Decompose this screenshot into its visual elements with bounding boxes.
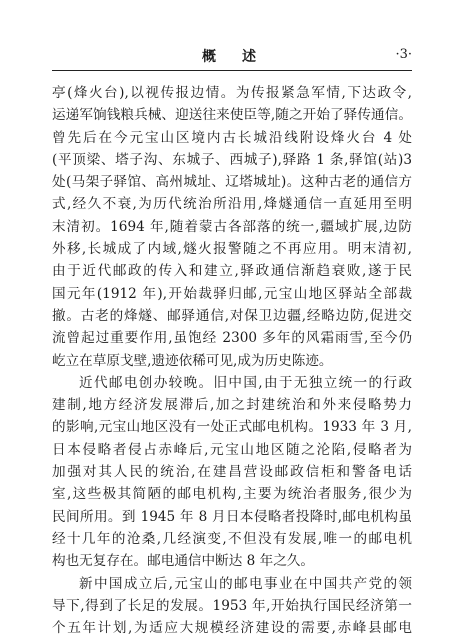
text-line: 屹立在草原戈壁,遗迹依稀可见,成为历史陈迹。 xyxy=(52,352,333,369)
text-line: 撤。古老的烽燧、邮驿通信,对保卫边疆,经略边防,促进交 xyxy=(52,307,412,324)
text-line: 处(马架子驿馆、高州城址、辽塔城址)。这种古老的通信方 xyxy=(52,174,412,191)
running-title: 概 述 xyxy=(202,49,262,65)
text-line: 经十几年的沧桑,几经演变,不但没有发展,唯一的邮电机 xyxy=(52,530,412,547)
header-rule xyxy=(52,70,412,71)
text-line: 亭(烽火台),以视传报边情。为传报紧急军情,下达政令, xyxy=(52,85,412,101)
text-line: (平顶梁、塔子沟、东城子、西城子),驿路 1 条,驿馆(站)3 xyxy=(52,151,412,168)
text-line: 的影响,元宝山地区没有一处正式邮电机构。1933 年 3 月, xyxy=(52,419,412,436)
text-line: 国元年(1912 年),开始裁驿归邮,元宝山地区驿站全部裁 xyxy=(52,285,412,302)
text-line: 流曾起过重要作用,虽饱经 2300 多年的风霜雨雪,至今仍 xyxy=(52,330,412,347)
paragraph xyxy=(52,372,412,573)
text-line: 由于近代邮政的传入和建立,驿政通信渐趋衰败,遂于民 xyxy=(52,263,412,280)
text-line: 新中国成立后,元宝山的邮电事业在中国共产党的领 xyxy=(79,575,412,592)
text-line: 式,经久不衰,为历代统治所沿用,烽燧通信一直延用至明 xyxy=(52,196,412,213)
text-line: 近代邮电创办较晚。旧中国,由于无独立统一的行政 xyxy=(79,374,412,391)
body-text xyxy=(52,82,412,639)
text-line: 运递军饷钱粮兵械、迎送往来使臣等,随之开始了驿传通信。 xyxy=(52,107,412,124)
text-line: 导下,得到了长足的发展。1953 年,开始执行国民经济第一 xyxy=(52,597,412,614)
page-number: ·3· xyxy=(395,47,412,62)
paragraph xyxy=(52,573,412,639)
text-line: 末清初。1694 年,随着蒙古各部落的统一,疆域扩展,边防 xyxy=(52,218,412,235)
paragraph xyxy=(52,82,412,372)
text-line: 建制,地方经济发展滞后,加之封建统治和外来侵略势力 xyxy=(52,397,412,414)
text-line: 室,这些极其简陋的邮电机构,主要为统治者服务,很少为 xyxy=(52,486,412,503)
text-line: 民间所用。到 1945 年 8 月日本侵略者投降时,邮电机构虽 xyxy=(52,508,412,525)
text-line: 曾先后在今元宝山区境内古长城沿线附设烽火台 4 处 xyxy=(52,129,412,146)
page-header xyxy=(52,44,412,66)
text-line: 构也无复存在。邮电通信中断达 8 年之久。 xyxy=(52,553,314,570)
text-line: 日本侵略者侵占赤峰后,元宝山地区随之沦陷,侵略者为 xyxy=(52,441,412,458)
text-line: 个五年计划,为适应大规模经济建设的需要,赤峰县邮电 xyxy=(52,620,412,637)
text-line: 外移,长城成了内域,燧火报警随之不再应用。明末清初, xyxy=(52,241,412,258)
text-line: 加强对其人民的统治,在建昌营设邮政信柜和警备电话 xyxy=(52,464,412,481)
